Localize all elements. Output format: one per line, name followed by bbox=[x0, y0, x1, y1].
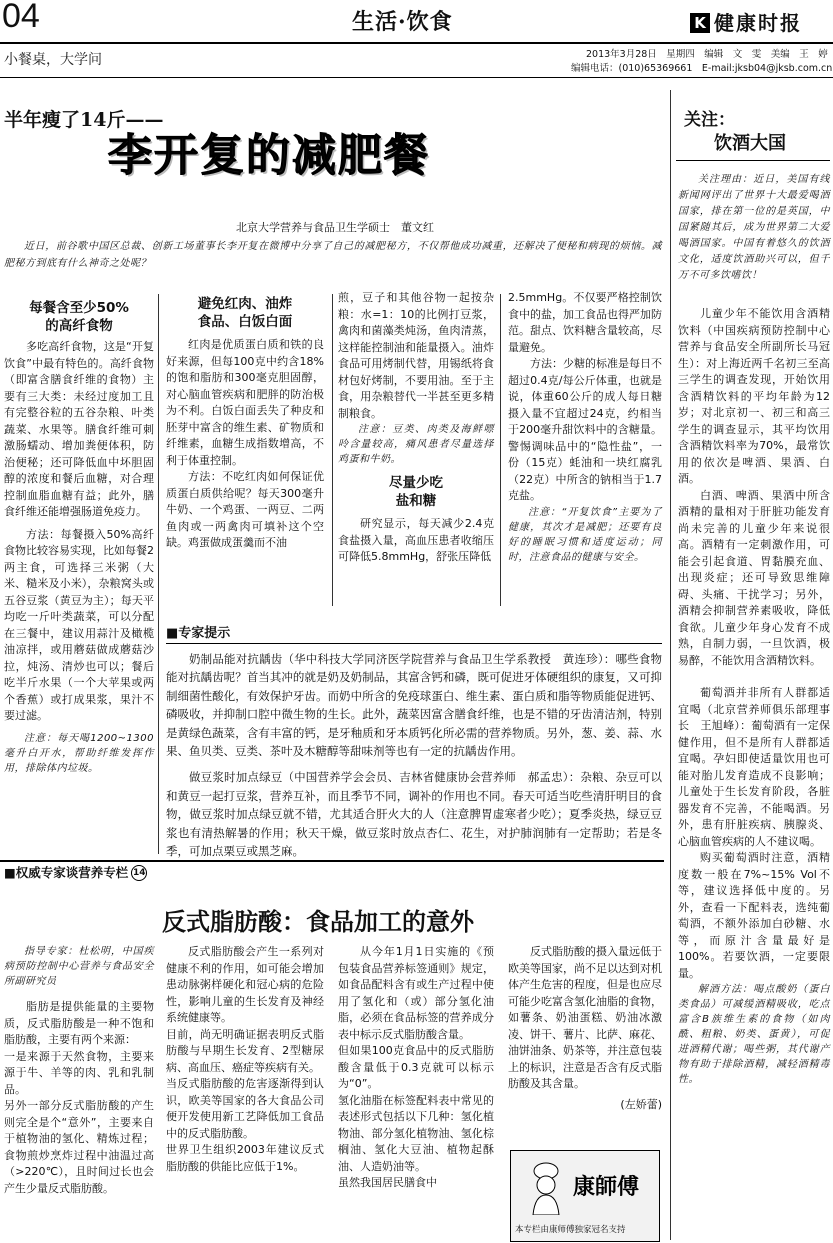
section-heading-salt: 尽量少吃 盐和糖 bbox=[389, 475, 443, 509]
paragraph: 煎，豆子和其他谷物一起按杂粮：水=1：10的比例打豆浆，禽肉和菌藻类炖汤，鱼肉清蒸，这样能控制油和能量摄入。油炸食品可用烤制代替，用锡纸将食材包好烤制，不要用油。至于主食，用杂粮替代一半甚至更多精制粮食。 bbox=[338, 291, 494, 420]
note-paragraph: 注意：豆类、肉类及海鲜嘌呤含量较高，痛风患者尽量选择鸡蛋和牛奶。 bbox=[338, 424, 494, 465]
paragraph: 方法：不吃红肉如何保证优质蛋白质供给呢？每天300毫升牛奶、一个鸡蛋、一两豆、二两鱼肉或一两禽肉可填补这个空缺。鸡蛋做成蛋羹而不油 bbox=[166, 470, 324, 550]
paragraph: 儿童少年不能饮用含酒精饮料（中国疾病预防控制中心营养与食品安全所副所长马冠生）：对上海近两千名初三至高三学生的调查发现，开始饮用含酒精饮料的平均年龄为12岁；对北京初一、初三和高三学生的调查显示，其平均饮用含酒精饮料率为70%，最常饮用的依次是啤酒、果酒、白酒。 bbox=[678, 307, 830, 485]
ad-brand: 康師傅 bbox=[573, 1174, 640, 1200]
sidebar-body bbox=[678, 172, 830, 1087]
paragraph: 脂肪是提供能量的主要物质，反式脂肪酸是一种不饱和脂肪酸，主要有两个来源： 一是来源于天然食物，主要来源于牛、羊等的肉、乳和乳制品。 另外一部分反式脂肪酸的产生则完全是个“意外”，主要来自于植物油的氢化、精炼过程；食物煎炒烹炸过程中油温过高（>220℃），且时间过长也会产生少量反式脂肪酸。 bbox=[4, 1000, 154, 1195]
date-line: 2013年3月28日 星期四 编辑 文 雯 美编 王 婷 bbox=[586, 49, 828, 60]
chef-icon bbox=[527, 1161, 565, 1215]
paragraph: 从今年1月1日实施的《预包装食品营养标签通则》规定，如食品配料含有或生产过程中使用了氢化和（或）部分氢化油脂，必须在食品标签的营养成分表中标示反式脂肪酸含量。 但如果100克食品中的反式脂肪酸含量低于0.3克就可以标示为“0”。 氢化油脂在标签配料表中常见的表述形式包括以下几种：氢化植物油、部分氢化植物油、氢化棕榈油、氢化大豆油、植物起酥油、人造奶油等。 虽然我国居民膳食中 bbox=[338, 945, 494, 1189]
section-heading-fiber: 每餐含至少50% 的高纤食物 bbox=[29, 300, 129, 334]
note-paragraph: 注意：每天喝1200~1300毫升白开水，帮助纤维发挥作用，排除体内垃圾。 bbox=[4, 732, 154, 774]
expert-note: 指导专家：杜松明，中国疾病预防控制中心营养与食品安全所副研究员 bbox=[4, 946, 154, 987]
logo-mark-icon: K bbox=[690, 13, 710, 33]
expert-tips-body bbox=[166, 650, 662, 860]
fat-col-2 bbox=[166, 944, 324, 1175]
paragraph: 白酒、啤酒、果酒中所含酒精的量相对于肝脏功能发育尚未完善的儿童少年来说很高。酒精有一定刺激作用，可能会引起食道、胃黏膜充血、出现炎症；还可导致思维障碍、头痛、干扰学习；另外，酒精会抑制营养素吸收，降低食欲。儿童少年身心发育不成熟，自制力弱，一旦饮酒，极易醉，不能饮用含酒精饮料。 bbox=[678, 488, 830, 667]
article-title: 李开复的减肥餐 bbox=[108, 130, 430, 181]
paragraph: 解酒方法：喝点酸奶（蛋白类食品）可减缓酒精吸收，吃点富含B族维生素的食物（如肉酰、粗粮、奶类、蛋黄），可促进酒精代谢；喝些粥，其代谢产物有助于排除酒精，减轻酒精毒性。 bbox=[678, 984, 830, 1085]
section-col-2 bbox=[166, 294, 324, 552]
newspaper-logo bbox=[690, 8, 802, 38]
section-col-3 bbox=[338, 290, 494, 566]
sponsor-ad[interactable] bbox=[510, 1150, 660, 1242]
sidebar-title: 饮酒大国 bbox=[714, 133, 786, 154]
fat-col-3 bbox=[338, 944, 494, 1192]
byline: 北京大学营养与食品卫生学硕士 董文红 bbox=[236, 221, 434, 234]
section-heading-redmeat: 避免红肉、油炸 食品、白饭白面 bbox=[197, 296, 293, 330]
sidebar-kicker: 关注： bbox=[684, 110, 735, 130]
paragraph: 方法：少糖的标准是每日不超过0.4克/每公斤体重，也就是说，体重60公斤的成人每日糖摄入量不宜超过24克，约相当于200毫升甜饮料中的含糖量。警惕调味品中的“隐性盐”，一份（15克）蚝油和一块红腐乳（22克）中所含的钠相当于1.7克盐。 bbox=[508, 357, 662, 502]
note-paragraph: 注意：“开复饮食”主要为了健康，其次才是减肥；还要有良好的睡眠习惯和适度运动；同时，注意食品的健康与安全。 bbox=[508, 506, 662, 563]
sidebar-reason: 关注理由：近日，美国有线新闻网评出了世界十大最爱喝酒国家，排在第一位的是英国，中国紧随其后，成为世界第二大爱喝酒国家。中国有着悠久的饮酒文化，适度饮酒助兴可以，但千万不可多饮嗜饮！ bbox=[678, 174, 830, 281]
column-label: ■权威专家谈营养专栏 14 bbox=[4, 865, 146, 880]
paragraph: 方法：每餐摄入50%高纤食物比较容易实现，比如每餐2两主食，可选择三米粥（大米、糙米及小米），杂粮窝头或五谷豆浆（黄豆为主）；每天平均吃一斤叶类蔬菜，可以分配在三餐中，建议用蒜汁及橄榄油凉拌，或用蘑菇做成蘑菇沙拉，炖汤、清炒也可以；餐后吃半斤水果（一个大苹果或两个香蕉）或打成果浆，果汁不要过滤。 bbox=[4, 527, 154, 723]
ad-caption: 本专栏由康师傅独家冠名支持 bbox=[515, 1225, 626, 1236]
page-number: 04 bbox=[2, 0, 40, 35]
article-kicker: 半年瘦了14斤—— bbox=[4, 109, 164, 131]
section-title: 生活·饮食 bbox=[352, 9, 453, 35]
section-col-1 bbox=[4, 294, 154, 776]
fat-col-4 bbox=[508, 944, 662, 1113]
fat-col-1 bbox=[4, 944, 154, 1197]
paragraph: 做豆浆时加点绿豆（中国营养学会会员、吉林省健康协会营养师 郝孟忠）：杂粮、杂豆可以和黄豆一起打豆浆，营养互补，而且季节不同，调补的作用也不同。春天可适当吃些清肝明目的食物，做豆浆时加点绿豆就不错，尤其适合肝火大的人（注意脾胃虚寒者少吃）；夏季炎热，绿豆豆浆也有清热解暑的作用；秋天干燥，做豆浆时放点杏仁、花生，对护肺润肺有一定帮助；若是冬季，可加点栗豆或黑芝麻。 bbox=[166, 770, 662, 858]
paragraph: 2.5mmHg。不仅要严格控制饮食中的盐，加工食品也得严加防范。甜点、饮料糖含量较高，尽量避免。 bbox=[508, 291, 662, 354]
paragraph: 反式脂肪酸会产生一系列对健康不利的作用，如可能会增加患动脉粥样硬化和冠心病的危险性，影响儿童的生长发育及神经系统健康等。 目前，尚无明确证据表明反式脂肪酸与早期生长发育、2型糖尿病、高血压、癌症等疾病有关。 当反式脂肪酸的危害逐渐得到认识，欧美等国家的各大食品公司便开发使用新工艺降低加工食品中的反式脂肪酸。 世界卫生组织2003年建议反式脂肪酸的供能比应低于1%。 bbox=[166, 945, 324, 1173]
paragraph: 研究显示，每天减少2.4克食盐摄入量，高血压患者收缩压可降低5.8mmHg，舒张压降低 bbox=[338, 517, 494, 564]
section-col-4 bbox=[508, 290, 662, 565]
column-number-badge: 14 bbox=[131, 865, 147, 881]
paragraph: 奶制品能对抗龋齿（华中科技大学同济医学院营养与食品卫生学系教授 黄连珍）：哪些食物能对抗龋齿呢？首当其冲的就是奶及奶制品，其富含钙和磷，既可促进牙体硬组织的康复，又可抑制细菌性酸化，有效保护牙齿。而奶中所含的免疫球蛋白、维生素、蛋白质和脂等物质能促进钙、磷吸收，并抑制口腔中微生物的生长。此外，蔬菜因富含膳食纤维，也是不错的牙齿清洁剂，特别是黄绿色蔬菜，含有丰富的钙，是牙釉质和牙本质钙化所必需的营养物质。另外，葱、姜、蒜、水果、鱼贝类、豆类、茶叶及木糖醇等甜味剂等也有一定的抗龋齿作用。 bbox=[166, 652, 662, 758]
paragraph: 葡萄酒并非所有人群都适宜喝（北京营养师俱乐部理事长 王旭峰）：葡萄酒有一定保健作用，但不是所有人群都适宜喝。孕妇即使适量饮用也可能对胎儿发育造成不良影响；儿童处于生长发育阶段，各脏器发育不完善，不能喝酒。另外，患有肝脏疾病、胰腺炎、心脑血管疾病的人不建议喝。 bbox=[678, 686, 830, 848]
paragraph: 红肉是优质蛋白质和铁的良好来源，但每100克中约含18%的饱和脂肪和300毫克胆固醇，对心脑血管疾病和肥胖的防治极为不利。白饭白面丢失了种皮和胚芽中富含的维生素、矿物质和纤维素，血糖生成指数增高，不利于体重控制。 bbox=[166, 338, 324, 467]
logo-text: 健康时报 bbox=[714, 11, 802, 35]
author-credit: (左娇蕾) bbox=[620, 1097, 662, 1111]
intro-paragraph: 近日，前谷歌中国区总裁、创新工场董事长李开复在微博中分享了自己的减肥秘方，不仅帮他成功减重，还解决了便秘和病现的烦恼。减肥秘方到底有什么神奇之处呢？ bbox=[4, 241, 662, 269]
column-name: 小餐桌，大学问 bbox=[4, 52, 102, 68]
expert-tips-label: ■专家提示 bbox=[166, 626, 231, 641]
fat-article-title: 反式脂肪酸：食品加工的意外 bbox=[162, 907, 474, 936]
paragraph: 反式脂肪酸的摄入量远低于欧美等国家，尚不足以达到对机体产生危害的程度，但是也应尽可能少吃富含氢化油脂的食物，如薯条、奶油蛋糕、奶油冰激凌、饼干、薯片、比萨、麻花、油饼油条、奶茶等，并注意包装上的标识，注意是否含有反式脂肪酸及其含量。 bbox=[508, 945, 662, 1090]
paragraph: 多吃高纤食物，这是“开复饮食”中最有特色的。高纤食物（即富含膳食纤维的食物）主要有三大类：未经过度加工且有完整谷粒的五谷杂粮、叶类蔬菜、水果等。膳食纤维可刺激肠蠕动、增加粪便体积，防治便秘；还可降低血中坏胆固醇的浓度和餐后血糖，对合理控制血脂血糖有益；此外，膳食纤维还能增强肠道免疫力。 bbox=[4, 340, 154, 519]
paragraph: 购买葡萄酒时注意，酒精度数一般在7%~15% Vol不等，建议选择低中度的。另外，查看一下配料表，选纯葡萄酒，不额外添加白砂糖、水等，而原汁含量最好是100%。若要饮酒，一定要限量。 bbox=[678, 851, 830, 980]
contact-line: 编辑电话：(010)65369661 E-mail:jksb04@jksb.com.cn bbox=[571, 63, 833, 74]
